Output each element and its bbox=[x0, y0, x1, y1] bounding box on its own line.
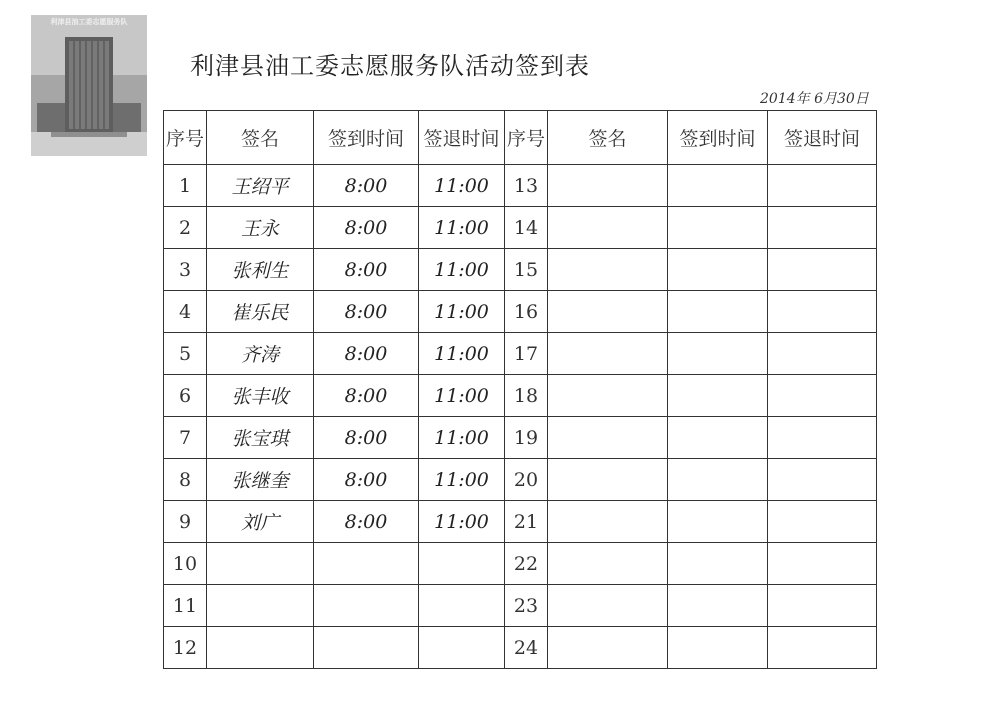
signature-cell: 张利生 bbox=[207, 249, 314, 291]
signature-cell bbox=[207, 585, 314, 627]
sign-out-time-cell bbox=[768, 207, 877, 249]
photo-caption: 利津县油工委志愿服务队 bbox=[50, 18, 128, 26]
sign-in-time-cell bbox=[668, 249, 768, 291]
col-header-sign-out-time: 签退时间 bbox=[419, 111, 505, 165]
row-number: 15 bbox=[505, 249, 548, 291]
sign-in-time-cell bbox=[668, 501, 768, 543]
signature-cell bbox=[548, 417, 668, 459]
table-row bbox=[164, 501, 877, 543]
row-number: 19 bbox=[505, 417, 548, 459]
signature-cell: 王永 bbox=[207, 207, 314, 249]
signature-cell bbox=[548, 249, 668, 291]
signature-cell bbox=[207, 627, 314, 669]
sign-in-time-cell bbox=[668, 291, 768, 333]
sign-in-time-cell bbox=[314, 543, 419, 585]
sign-out-time-cell: 11:00 bbox=[419, 207, 505, 249]
col-header-sign-in-time: 签到时间 bbox=[314, 111, 419, 165]
signature-cell bbox=[548, 375, 668, 417]
col-header-number: 序号 bbox=[164, 111, 207, 165]
row-number: 24 bbox=[505, 627, 548, 669]
sign-in-time-cell: 8:00 bbox=[314, 501, 419, 543]
signature-cell: 张继奎 bbox=[207, 459, 314, 501]
row-number: 10 bbox=[164, 543, 207, 585]
sign-in-time-cell bbox=[314, 627, 419, 669]
col-header-sign-in-time-2: 签到时间 bbox=[668, 111, 768, 165]
sign-in-time-cell: 8:00 bbox=[314, 207, 419, 249]
signature-cell: 崔乐民 bbox=[207, 291, 314, 333]
row-number: 3 bbox=[164, 249, 207, 291]
sign-date: 2014年 6月30日 bbox=[760, 91, 869, 107]
sign-out-time-cell: 11:00 bbox=[419, 291, 505, 333]
sign-out-time-cell: 11:00 bbox=[419, 165, 505, 207]
sign-in-time-cell: 8:00 bbox=[314, 459, 419, 501]
row-number: 14 bbox=[505, 207, 548, 249]
signature-cell bbox=[548, 207, 668, 249]
col-header-signature-2: 签名 bbox=[548, 111, 668, 165]
sign-in-time-cell bbox=[668, 333, 768, 375]
row-number: 5 bbox=[164, 333, 207, 375]
table-row bbox=[164, 291, 877, 333]
row-number: 11 bbox=[164, 585, 207, 627]
row-number: 1 bbox=[164, 165, 207, 207]
row-number: 4 bbox=[164, 291, 207, 333]
sign-in-time-cell: 8:00 bbox=[314, 417, 419, 459]
table-row bbox=[164, 375, 877, 417]
signature-cell bbox=[207, 543, 314, 585]
signature-cell bbox=[548, 501, 668, 543]
signature-cell: 齐涛 bbox=[207, 333, 314, 375]
sign-in-time-cell bbox=[668, 627, 768, 669]
row-number: 7 bbox=[164, 417, 207, 459]
signature-cell: 张宝琪 bbox=[207, 417, 314, 459]
sign-out-time-cell: 11:00 bbox=[419, 417, 505, 459]
sign-out-time-cell: 11:00 bbox=[419, 459, 505, 501]
sign-out-time-cell bbox=[768, 291, 877, 333]
row-number: 22 bbox=[505, 543, 548, 585]
sign-in-time-cell: 8:00 bbox=[314, 291, 419, 333]
sign-in-time-cell: 8:00 bbox=[314, 375, 419, 417]
signature-cell bbox=[548, 627, 668, 669]
sign-out-time-cell bbox=[768, 375, 877, 417]
row-number: 23 bbox=[505, 585, 548, 627]
sign-in-time-cell: 8:00 bbox=[314, 165, 419, 207]
sign-out-time-cell: 11:00 bbox=[419, 375, 505, 417]
row-number: 8 bbox=[164, 459, 207, 501]
row-number: 16 bbox=[505, 291, 548, 333]
sign-out-time-cell: 11:00 bbox=[419, 249, 505, 291]
sign-out-time-cell bbox=[768, 165, 877, 207]
sign-in-time-cell bbox=[668, 417, 768, 459]
table-row bbox=[164, 333, 877, 375]
sign-out-time-cell: 11:00 bbox=[419, 501, 505, 543]
sign-in-time-cell bbox=[668, 585, 768, 627]
building-photo bbox=[31, 15, 147, 156]
signature-cell bbox=[548, 459, 668, 501]
table-header-row bbox=[164, 111, 877, 165]
table-row bbox=[164, 543, 877, 585]
sign-out-time-cell bbox=[419, 585, 505, 627]
row-number: 12 bbox=[164, 627, 207, 669]
table-row bbox=[164, 249, 877, 291]
signature-cell: 张丰收 bbox=[207, 375, 314, 417]
building-image bbox=[31, 15, 147, 156]
row-number: 2 bbox=[164, 207, 207, 249]
sign-in-time-cell: 8:00 bbox=[314, 249, 419, 291]
sign-in-time-cell bbox=[668, 207, 768, 249]
row-number: 21 bbox=[505, 501, 548, 543]
signature-cell bbox=[548, 543, 668, 585]
signature-cell: 王绍平 bbox=[207, 165, 314, 207]
sign-in-table bbox=[163, 110, 877, 669]
sign-in-time-cell bbox=[668, 375, 768, 417]
signature-cell bbox=[548, 165, 668, 207]
sign-out-time-cell: 11:00 bbox=[419, 333, 505, 375]
sign-in-time-cell: 8:00 bbox=[314, 333, 419, 375]
col-header-number-2: 序号 bbox=[505, 111, 548, 165]
sign-out-time-cell bbox=[768, 333, 877, 375]
signature-cell bbox=[548, 333, 668, 375]
sign-out-time-cell bbox=[768, 459, 877, 501]
sign-in-time-cell bbox=[668, 459, 768, 501]
page-title: 利津县油工委志愿服务队活动签到表 bbox=[190, 52, 590, 80]
sign-in-time-cell bbox=[314, 585, 419, 627]
row-number: 17 bbox=[505, 333, 548, 375]
signature-cell bbox=[548, 585, 668, 627]
table-row bbox=[164, 165, 877, 207]
sign-out-time-cell bbox=[768, 249, 877, 291]
row-number: 6 bbox=[164, 375, 207, 417]
row-number: 13 bbox=[505, 165, 548, 207]
row-number: 18 bbox=[505, 375, 548, 417]
col-header-signature: 签名 bbox=[207, 111, 314, 165]
table-row bbox=[164, 585, 877, 627]
signature-cell: 刘广 bbox=[207, 501, 314, 543]
table-row bbox=[164, 207, 877, 249]
row-number: 20 bbox=[505, 459, 548, 501]
table-row bbox=[164, 459, 877, 501]
sign-out-time-cell bbox=[768, 417, 877, 459]
table-row bbox=[164, 627, 877, 669]
sign-out-time-cell bbox=[768, 627, 877, 669]
sign-in-time-cell bbox=[668, 165, 768, 207]
table-row bbox=[164, 417, 877, 459]
sign-out-time-cell bbox=[419, 627, 505, 669]
signature-cell bbox=[548, 291, 668, 333]
sign-out-time-cell bbox=[768, 501, 877, 543]
sign-in-time-cell bbox=[668, 543, 768, 585]
col-header-sign-out-time-2: 签退时间 bbox=[768, 111, 877, 165]
row-number: 9 bbox=[164, 501, 207, 543]
sign-out-time-cell bbox=[768, 543, 877, 585]
sign-out-time-cell bbox=[419, 543, 505, 585]
sign-out-time-cell bbox=[768, 585, 877, 627]
